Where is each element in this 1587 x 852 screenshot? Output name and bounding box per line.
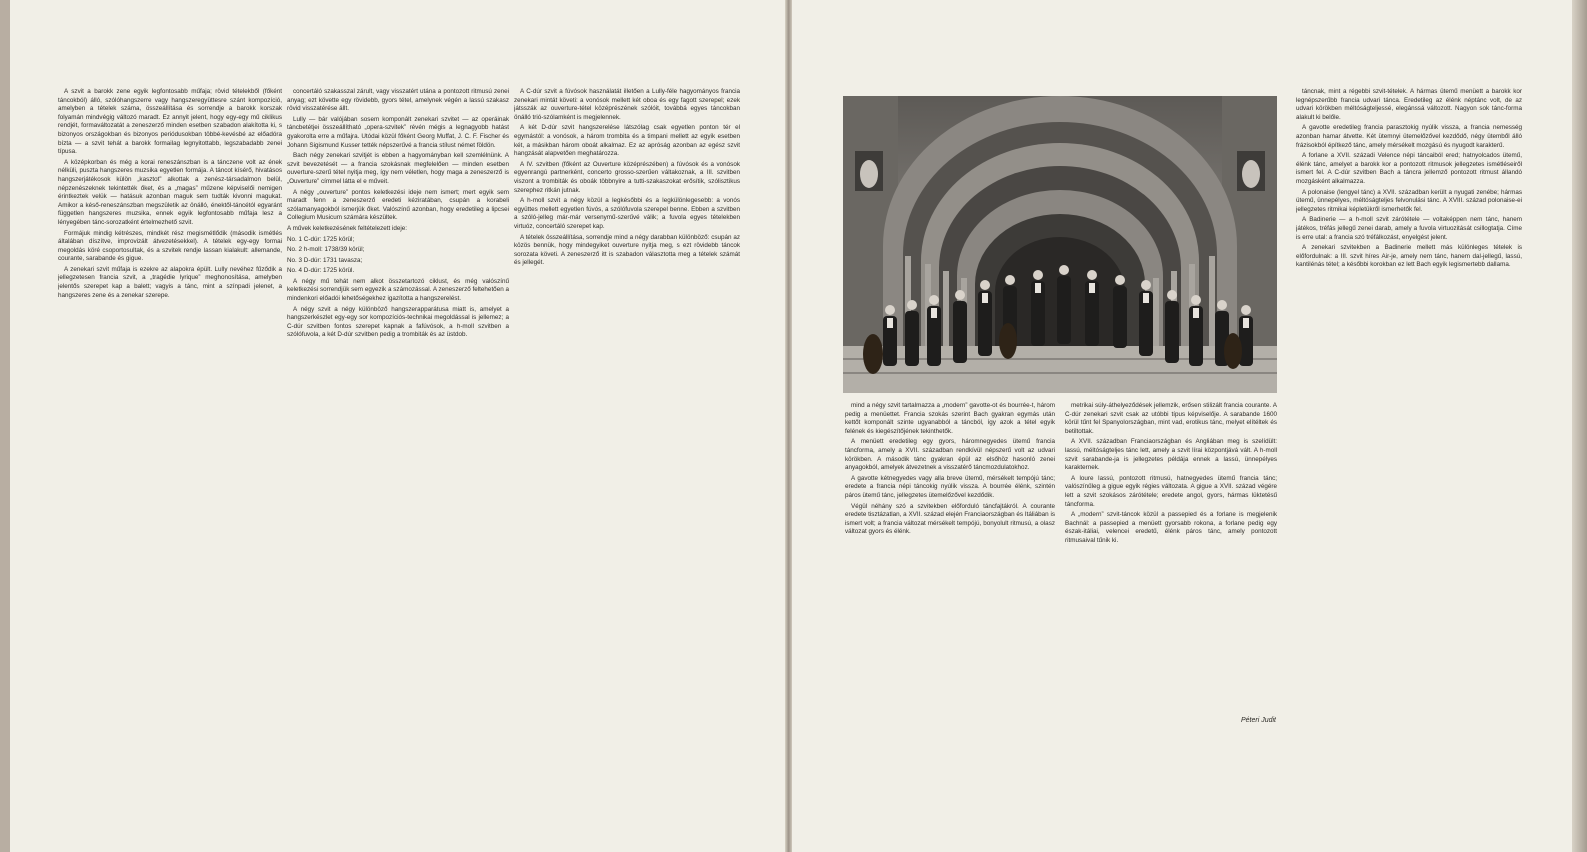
paragraph: Lully — bár valójában sosem komponált zenekari szvitet — az operáinak táncbetétjei összeállítható „opera-szvitek” révén mégis a legnagyobb hatást gyakorolta erre a műfajra. Utódai közül főként Georg Muffat, J. C. F. Fischer és Johann Sigismund Kusser tették népszerűvé a francia stílust német földön. — [287, 115, 509, 149]
date-item: No. 3 D-dúr: 1731 tavasza; — [287, 256, 363, 264]
text-column-left-2 — [287, 88, 509, 718]
paragraph: A IV. szvitben (főként az Ouverture középrészében) a fúvósok és a vonósok egyenrangú partnerként, concerto grosso-szerűen váltakoznak, a III. szvitben viszont a trombiták és oboák többnyire a tutti-szakaszokat erősítik, szólisztikus szerephez ritkán jutnak. — [514, 160, 740, 194]
paragraph: A forlane a XVII. századi Velence népi táncaiból ered; hatnyolcados ütemű, élénk tánc, amelyet a barokk kor a pontozott ritmusok jellegzetes ismétléseiről ismert fel. A C-dúr szvitben Bach a táncra jellemző pontozott ritmust állandó mozgásként alkalmazza. — [1296, 152, 1522, 185]
dates-intro: A művek keletkezésének feltételezett ideje: — [287, 224, 408, 232]
paragraph: A zenekari szvit műfaja is ezekre az alapokra épült. Lully nevéhez fűződik a jellegzetesen francia szvit, a „tragédie lyrique” meghonosítása, amelyben jelentős szerepet kap a balett; vagyis a tánc, mint a színpadi jelenet, a hangszeres zene és a zenekar szerepe. — [58, 265, 282, 299]
book-gutter — [785, 0, 792, 852]
paragraph: A XVII. században Franciaországban és Angliában meg is szelídült: lassú, méltóságteljes tánc lett, amely a szvit lírai központjává vált. A h-moll szvit sarabande-ja is jellegzetes példája ennek a lassú, ünnepélyes karakternek. — [1065, 438, 1277, 472]
date-item: No. 4 D-dúr: 1725 körül. — [287, 267, 355, 275]
text-column-left-3 — [514, 88, 740, 632]
text-column-left-1 — [58, 88, 282, 732]
paragraph: metrikai súly-áthelyeződések jellemzik, erősen stilizált francia courante. A C-dúr zenekari szvit csak az utóbbi típus képviselője. A sarabande 1600 körül tűnt fel Spanyolországban, mint vad, erotikus tánc, melyet elítéltek és betiltottak. — [1065, 402, 1277, 435]
author-signature: Péteri Judit — [1240, 717, 1276, 725]
paragraph: A gavotte kétnegyedes vagy alla breve ütemű, mérsékelt tempójú tánc; eredete a francia népi táncokig nyúlik vissza. A bourrée élénk, szintén páros ütemű tánc, jellegzetes ütemelőzővel kezdődik. — [845, 474, 1055, 499]
paragraph: concertáló szakasszal zárult, vagy visszatért utána a pontozott ritmusú zenei anyag; ezt követte egy rövidebb, gyors tétel, amelynek végén a lassú szakasz rövid visszatérése állt. — [287, 88, 509, 113]
page-edge-shadow — [1572, 0, 1587, 852]
church-portal-illustration — [843, 96, 1277, 393]
paragraph: A négy „ouverture” pontos keletkezési ideje nem ismert; mert egyik sem maradt fenn a zeneszerző eredeti kéziratában, csupán a korabeli szólamanyagokból ismerjük őket. Valószínű azonban, hogy eredetileg a lipcsei Collegium Musicum számára készültek. — [287, 188, 509, 222]
paragraph: A C-dúr szvit a fúvósok használatát illetően a Lully-féle hagyományos francia zenekari mintát követi: a vonósok mellett két oboa és egy fagott szerepel; ezek játsszák az ouverture-tétel középrészének szólóit, továbbá egyes táncokban önálló trió-szólamként is megjelennek. — [514, 88, 740, 121]
paragraph: A menüett eredetileg egy gyors, háromnegyedes ütemű francia táncforma, amely a XVII. században rendkívül népszerű volt az udvari körökben. A második tánc gyakran épül az elsőhöz hasonló zenei anyagokból, amelyek átvezetnek a visszatérő táncmozdulatokhoz. — [845, 438, 1055, 472]
paragraph: A két D-dúr szvit hangszerelése látszólag csak egyetlen ponton tér el egymástól: a vonósok, a három trombita és a timpani mellett az egyik esetben két, a másikban három oboát alkalmaz. Ez az apróság azonban az egész szvit hangzását alapvetően meghatározza. — [514, 124, 740, 158]
paragraph: A Badinerie — a h-moll szvit zárótétele — voltaképpen nem tánc, hanem játékos, tréfás jellegű zenei darab, amely a fuvola virtuozitását csillogtatja. Címe is erre utal: a francia szó tréfálkozást, enyelgést jelent. — [1296, 216, 1522, 241]
paragraph: mind a négy szvit tartalmazza a „modern” gavotte-ot és bourrée-t, három pedig a menüettet. Francia szokás szerint Bach gyakran egymás után kettőt komponált szinte ugyanabból a táncból, így azok a tétel egyik felének és kiegészítőjének tekinthetők. — [845, 402, 1055, 435]
date-item: No. 1 C-dúr: 1725 körül; — [287, 235, 355, 243]
paragraph: A gavotte eredetileg francia parasztokig nyúlik vissza, a francia nemesség azonban hamar átvette. Két ütemnyi ütemelőzővel kezdődő, négy ütemből álló frázisokból építkező tánc, amely mérsékelt mozgású és nyugodt karakterű. — [1296, 124, 1522, 149]
paragraph: A négy szvit a négy különböző hangszerapparátusa miatt is, amelyet a hangszerkészlet egy-egy sor kompozíciós-technikai megoldással is jellemez; a C-dúr szvitben fontos szerepet kapnak a fafúvósok, a h-moll szvitben a szólófuvola, a két D-dúr szvitben pedig a trombiták és az üstdob. — [287, 305, 509, 339]
paragraph: Formájuk mindig kétrészes, mindkét rész megismétlődik (második ismétlés általában díszítve, improvizált átvezetésekkel). A tételek egy-egy formai megoldás köré csoportosultak, és a szvitek rendje lassan kialakult: allemande, courante, sarabande és gigue. — [58, 229, 282, 263]
orchestra-photo — [843, 96, 1277, 393]
paragraph: A zenekari szvitekben a Badinerie mellett más különleges tételek is előfordulnak: a III. szvit híres Air-je, amely nem tánc, hanem dal-jellegű, lassú, kantilénás tétel; a későbbi korokban ez lett Bach egyik legismertebb dallama. — [1296, 244, 1522, 269]
date-item: No. 2 h-moll: 1738/39 körül; — [287, 246, 365, 254]
paragraph: A szvit a barokk zene egyik legfontosabb műfaja; rövid tételekből (főként táncokból) álló, szólóhangszerre vagy hangszeregyüttesre szánt kompozíció, amelyben a tételek száma, összeállítása és sorrendje a barokk korszak folyamán mindvégig változó maradt. Ez annyit jelent, hogy egy-egy mű ciklikus rendjét, formaváltozatát a zeneszerző minden esetben szabadon alakította ki, s bizonyos országokban és bizonyos periódusokban többé-kevésbé az előadóra bízta — a szvit tehát a barokk formailag legnyitottabb, legszabadabb zenei típusa. — [58, 88, 282, 156]
text-column-right-2 — [1065, 402, 1277, 708]
text-column-right-1 — [845, 402, 1055, 722]
paragraph: táncnak, mint a régebbi szvit-tételek. A hármas ütemű menüett a barokk kor legnépszerűbb francia udvari tánca. Eredetileg az élénk néptánc volt, de az udvari körökben méltóságteljessé, elegánssá változott. Nagyon sok tánc-forma alakult ki belőle. — [1296, 88, 1522, 121]
paragraph: A loure lassú, pontozott ritmusú, hatnegyedes ütemű francia tánc; valószínűleg a gigue egyik régies változata. A gigue a XVII. század végére lett a szvit szokásos zárótétele; eredete angol, gyors, hármas lüktetésű táncforma. — [1065, 474, 1277, 508]
signature-block — [1180, 712, 1276, 726]
paragraph: A négy mű tehát nem alkot összetartozó ciklust, és még valószínű keletkezési sorrendjük sem egyezik a számozással. A zeneszerző feltehetően a mindenkori előadói lehetőségekhez igazította a hangszerelést. — [287, 277, 509, 303]
text-column-right-3 — [1296, 88, 1522, 728]
paragraph: Végül néhány szó a szvitekben előforduló táncfajtákról. A courante eredete tisztázatlan, a XVII. század elején Franciaországban és Itáliában is ismert volt; a francia változat mérsékelt tempójú, bonyolult ritmusú, a olasz változat gyors és élénk. — [845, 502, 1055, 536]
paragraph: A „modern” szvit-táncok közül a passepied és a forlane is megjelenik Bachnál: a passepied a menüett gyorsabb rokona, a forlane pedig egy észak-itáliai, velencei eredetű, élénk páros tánc, amely pontozott ritmusaival tűnik ki. — [1065, 511, 1277, 544]
paragraph: A középkorban és még a korai reneszánszban is a tánczene volt az ének nélküli, puszta hangszeres muzsika egyetlen formája. A táncot kísérő, hivatásos hangszerjátékosok külön „kasztot” alkottak a zenész-társadalmon belül, népzenészeknek tekintették őket, és a „magas” műzene képviselői nemigen érintkeztek velük — hatásuk azonban maguk sem tudták kivonni magukat. Amikor a késő-reneszánszban megszületik az önálló, énektől-táncétól egyaránt független hangszeres muzsika, ennek egyik legfontosabb műfaja lesz a lényegében tánc-sorozatként értelmezhető szvit. — [58, 158, 282, 226]
paragraph: A polonaise (lengyel tánc) a XVII. században került a nyugati zenébe; hármas ütemű, ünnepélyes, méltóságteljes felvonulási tánc. A XVIII. század polonaise-ei jellegzetes ritmikai képletükről ismerhetők fel. — [1296, 188, 1522, 213]
paragraph: Bach négy zenekari szvitjét is ebben a hagyományban kell szemlélnünk. A szvit bevezetését — a francia szokásnak megfelelően — minden esetben ouverture-szerű tétel nyitja meg, így nem véletlen, hogy maga a zeneszerző is „Ouverture” címmel látta el e műveit. — [287, 152, 509, 185]
paragraph: A tételek összeállítása, sorrendje mind a négy darabban különböző: csupán az közös bennük, hogy mindegyiket ouverture nyitja meg, s ezt rövidebb táncok sorozata követi. A zeneszerző itt is szabadon választotta meg a tételek számát és jellegét. — [514, 233, 740, 267]
paragraph: A h-moll szvit a négy közül a legkésőbbi és a legkülönlegesebb: a vonós együttes mellett egyetlen fúvós, a szólófuvola szerepel benne. Ebben a szvitben a szóló-jelleg már-már versenymű-szerűvé válik; a fuvola egyes tételekben virtuóz, concertáló szerepet kap. — [514, 197, 740, 230]
